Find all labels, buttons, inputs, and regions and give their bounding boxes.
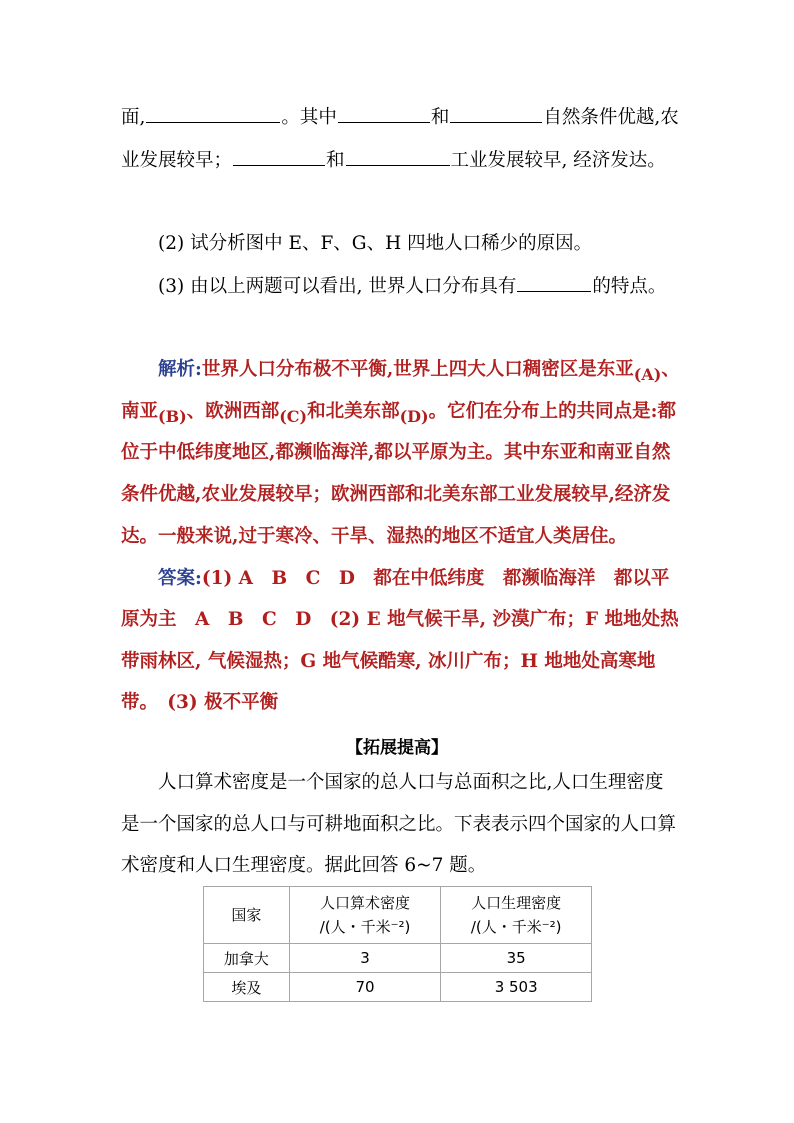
- header-text: 人口生理密度: [471, 894, 562, 912]
- answer-line-4: 带。 (3) 极不平衡: [121, 692, 279, 713]
- cell-arithmetic-density: 70: [289, 973, 441, 1002]
- extension-paragraph-line-2: 是一个国家的总人口与可耕地面积之比。下表表示四个国家的人口算: [121, 814, 677, 835]
- answer-label: 答案:: [158, 568, 202, 589]
- region-code: (A): [633, 365, 662, 384]
- region-code: (C): [279, 407, 308, 426]
- q1-text: 和: [430, 107, 450, 128]
- table-row: [204, 944, 592, 973]
- cell-country: 埃及: [204, 973, 290, 1002]
- analysis-text: 。它们在分布上的共同点是:都: [428, 401, 676, 422]
- q3-text: (3) 由以上两题可以看出, 世界人口分布具有: [158, 276, 517, 297]
- q1-text: 面,: [121, 107, 146, 128]
- answer-blank: [517, 273, 591, 292]
- header-unit: /(人・千米⁻²): [470, 918, 562, 936]
- analysis-line-4: 条件优越,农业发展较早；欧洲西部和北美东部工业发展较早,经济发: [121, 484, 671, 505]
- q1-text: 工业发展较早, 经济发达。: [450, 150, 666, 171]
- table-row: [204, 973, 592, 1002]
- header-unit: /(人・千米⁻²): [319, 918, 411, 936]
- cell-arithmetic-density: 3: [289, 944, 441, 973]
- q3-text: 的特点。: [592, 276, 667, 297]
- q3-line: [158, 273, 718, 300]
- table-header-row: [204, 887, 592, 944]
- extension-paragraph-line-1: 人口算术密度是一个国家的总人口与总面积之比,人口生理密度: [158, 772, 664, 793]
- q1-text: 业发展较早；: [121, 150, 233, 171]
- analysis-text: 和北美东部: [307, 401, 400, 422]
- answer-line-1: [158, 566, 718, 592]
- answer-blank: [346, 147, 450, 166]
- answer-blank: [233, 147, 325, 166]
- answer-text: (1) A B C D 都在中低纬度 都濒临海洋 都以平: [201, 568, 670, 589]
- q1-line-2: [121, 147, 681, 174]
- analysis-text: 、欧洲西部: [186, 401, 280, 422]
- section-title: 【拓展提高】: [346, 738, 448, 758]
- analysis-text: 世界人口分布极不平衡,世界上四大人口稠密区是东亚: [201, 359, 634, 380]
- q1-text: 。其中: [281, 107, 337, 128]
- q2-text: (2) 试分析图中 E、F、G、H 四地人口稀少的原因。: [158, 233, 593, 254]
- q1-line-1: [121, 104, 681, 131]
- analysis-line-1: [158, 357, 718, 383]
- answer-blank: [146, 104, 280, 123]
- analysis-text: 南亚: [121, 401, 159, 422]
- region-code: (B): [158, 407, 187, 426]
- answer-line-2: 原为主 A B C D (2) E 地气候干旱, 沙漠广布；F 地地处热: [121, 609, 679, 630]
- header-physiological-density: [441, 887, 592, 944]
- analysis-label: 解析:: [158, 359, 202, 380]
- extension-paragraph-line-3: 术密度和人口生理密度。据此回答 6~7 题。: [121, 855, 487, 876]
- cell-physiological-density: 3 503: [441, 973, 592, 1002]
- q1-text: 和: [326, 150, 345, 171]
- answer-line-3: 带雨林区, 气候湿热；G 地气候酷寒, 冰川广布；H 地地处高寒地: [121, 651, 656, 672]
- header-text: 人口算术密度: [320, 894, 411, 912]
- density-table: [203, 886, 592, 1002]
- answer-blank: [338, 104, 430, 123]
- header-country: 国家: [204, 887, 290, 944]
- analysis-line-3: 位于中低纬度地区,都濒临海洋,都以平原为主。其中东亚和南亚自然: [121, 442, 671, 463]
- analysis-line-5: 达。一般来说,过于寒冷、干旱、湿热的地区不适宜人类居住。: [121, 526, 627, 547]
- header-arithmetic-density: [289, 887, 441, 944]
- cell-physiological-density: 35: [441, 944, 592, 973]
- region-code: (D): [399, 407, 429, 426]
- cell-country: 加拿大: [204, 944, 290, 973]
- analysis-text: 、: [661, 359, 680, 380]
- analysis-line-2: [121, 399, 681, 425]
- answer-blank: [450, 104, 542, 123]
- q1-text: 自然条件优越,农: [543, 107, 679, 128]
